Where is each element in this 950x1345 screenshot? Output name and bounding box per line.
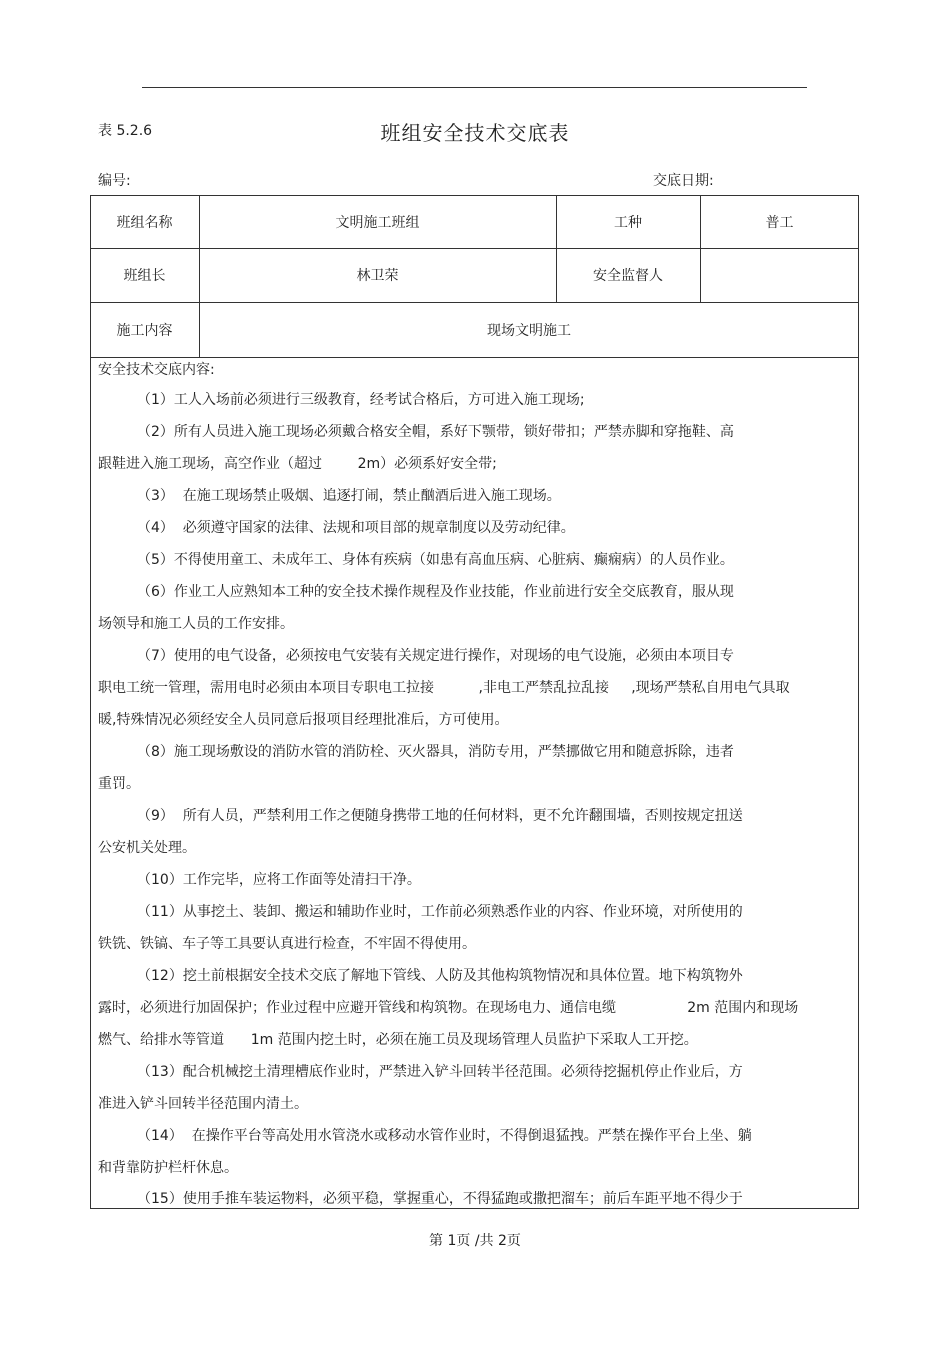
body-line: 露时，必须进行加固保护；作业过程中应避开管线和构筑物。在现场电力、通信电缆 2m 范围内和现场 (98, 1000, 799, 1016)
body-line: （1）工人入场前必须进行三级教育，经考试合格后，方可进入施工现场; (137, 392, 585, 408)
team-leader-value: 林卫荣 (356, 268, 399, 284)
body-line: 铁铣、铁镐、车子等工具要认真进行检查，不牢固不得使用。 (98, 936, 476, 952)
handover-date-label: 交底日期: (653, 173, 714, 189)
team-name-value: 文明施工班组 (335, 214, 420, 231)
body-line: （15）使用手推车装运物料，必须平稳，掌握重心，不得猛跑或撒把溜车；前后车距平地不得少于 (137, 1191, 743, 1207)
body-line: 重罚。 (98, 776, 140, 792)
body-line: 和背靠防护栏杆休息。 (98, 1160, 238, 1176)
body-line: 准进入铲斗回转半径范围内清土。 (98, 1096, 308, 1112)
table-id: 表 5.2.6 (98, 123, 153, 139)
page-title: 班组安全技术交底表 (380, 121, 570, 145)
team-leader-label: 班组长 (123, 268, 166, 284)
body-line: 公安机关处理。 (98, 840, 196, 856)
body-line: （10）工作完毕，应将工作面等处清扫干净。 (137, 872, 421, 888)
team-name-label: 班组名称 (116, 214, 173, 231)
body-line: （14） 在操作平台等高处用水管浇水或移动水管作业时，不得倒退猛拽。严禁在操作平台上坐、躺 (137, 1128, 752, 1144)
body-line: 职电工统一管理，需用电时必须由本项目专职电工拉接 ,非电工严禁乱拉乱接 ,现场严禁私自用电气具取 (98, 680, 790, 696)
page-number: 第 1页 /共 2页 (429, 1233, 521, 1249)
body-line: （4） 必须遵守国家的法律、法规和项目部的规章制度以及劳动纪律。 (137, 520, 575, 536)
safety-supervisor-value (700, 248, 859, 302)
body-line: （5）不得使用童工、未成年工、身体有疾病（如患有高血压病、心脏病、癫痫病）的人员作业。 (137, 552, 734, 568)
body-line: （6）作业工人应熟知本工种的安全技术操作规程及作业技能，作业前进行安全交底教育，服从现 (137, 584, 734, 600)
safety-content-heading: 安全技术交底内容: (98, 362, 215, 378)
safety-supervisor-label: 安全监督人 (593, 268, 663, 284)
body-line: （12）挖土前根据安全技术交底了解地下管线、人防及其他构筑物情况和具体位置。地下构筑物外 (137, 968, 743, 984)
body-line: （7）使用的电气设备，必须按电气安装有关规定进行操作，对现场的电气设施，必须由本项目专 (137, 648, 734, 664)
row-divider (90, 357, 859, 358)
body-line: （8）施工现场敷设的消防水管的消防栓、灭火器具，消防专用，严禁挪做它用和随意拆除，违者 (137, 744, 734, 760)
body-line: （3） 在施工现场禁止吸烟、追逐打闹，禁止酗酒后进入施工现场。 (137, 488, 561, 504)
serial-number-label: 编号: (98, 173, 131, 189)
body-line: 暖,特殊情况必须经安全人员同意后报项目经理批准后，方可使用。 (98, 712, 509, 728)
body-line: 场领导和施工人员的工作安排。 (98, 616, 294, 632)
body-line: （2）所有人员进入施工现场必须戴合格安全帽，系好下颚带，锁好带扣；严禁赤脚和穿拖鞋、高 (137, 424, 734, 440)
trade-value: 普工 (765, 214, 794, 231)
body-line: （11）从事挖土、装卸、搬运和辅助作业时，工作前必须熟悉作业的内容、作业环境，对所使用的 (137, 904, 743, 920)
body-line: 跟鞋进入施工现场，高空作业（超过 2m）必须系好安全带; (98, 456, 497, 472)
top-rule (142, 87, 807, 88)
body-line: （9） 所有人员，严禁利用工作之便随身携带工地的任何材料，更不允许翻围墙，否则按规定扭送 (137, 808, 743, 824)
trade-label: 工种 (614, 214, 642, 231)
body-line: （13）配合机械挖土清理槽底作业时，严禁进入铲斗回转半径范围。必须待挖掘机停止作业后，方 (137, 1064, 743, 1080)
construction-content-label: 施工内容 (116, 322, 173, 339)
body-line: 燃气、给排水等管道 1m 范围内挖土时，必须在施工员及现场管理人员监护下采取人工开挖。 (98, 1032, 698, 1048)
construction-content-value: 现场文明施工 (487, 322, 571, 339)
